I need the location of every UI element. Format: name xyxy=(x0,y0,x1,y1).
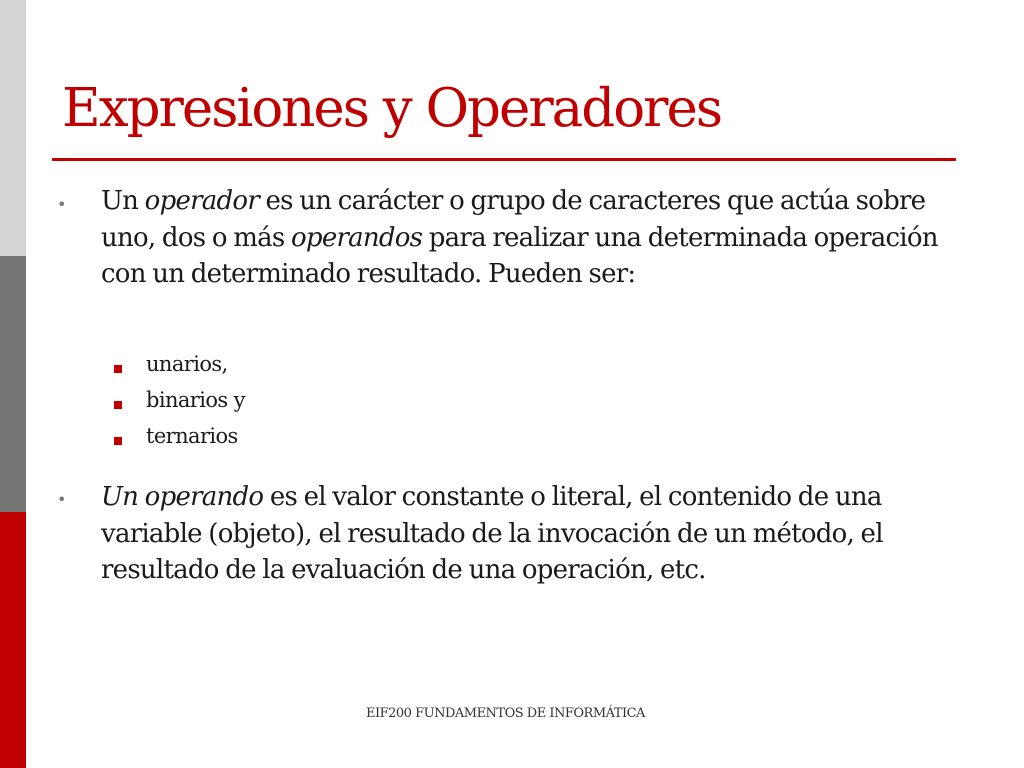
square-bullet-icon xyxy=(114,365,122,373)
slide-footer: EIF200 FUNDAMENTOS DE INFORMÁTICA xyxy=(366,706,645,721)
sidebar-light-block xyxy=(0,0,26,256)
bullet-operador xyxy=(101,183,981,293)
title-underline xyxy=(52,158,956,161)
slide-title: Expresiones y Operadores xyxy=(62,78,722,139)
bullet-text-run: es un carácter o grupo de caracteres que actúa sobre uno, dos o más xyxy=(101,186,926,253)
bullet-text-run-italic: Un operando xyxy=(101,482,264,512)
bullet-text-run: para realizar una determinada operación con un determinado resultado. Pueden ser: xyxy=(101,222,938,289)
bullet-text-run-italic: operandos xyxy=(291,222,423,253)
sidebar-decoration xyxy=(0,0,26,768)
square-bullet-icon xyxy=(114,437,122,445)
square-bullet-icon xyxy=(114,401,122,409)
sidebar-gray-block xyxy=(0,256,26,512)
sub-item-unarios: unarios, xyxy=(146,352,228,376)
bullet-marker: • xyxy=(57,490,67,509)
bullet-text-run-italic: operador xyxy=(144,186,260,216)
bullet-text-run: Un xyxy=(101,186,145,216)
bullet-marker: • xyxy=(57,195,67,214)
sub-item-ternarios: ternarios xyxy=(146,424,238,448)
sidebar-red-block xyxy=(0,512,26,768)
sub-item-binarios: binarios y xyxy=(146,388,245,412)
bullet-operando xyxy=(101,479,981,589)
bullet-text-run: es el valor constante o literal, el contenido de una variable (objeto), el resultado de la invocación de un método, el resultado de la evaluación de una operación, etc. xyxy=(101,482,883,585)
